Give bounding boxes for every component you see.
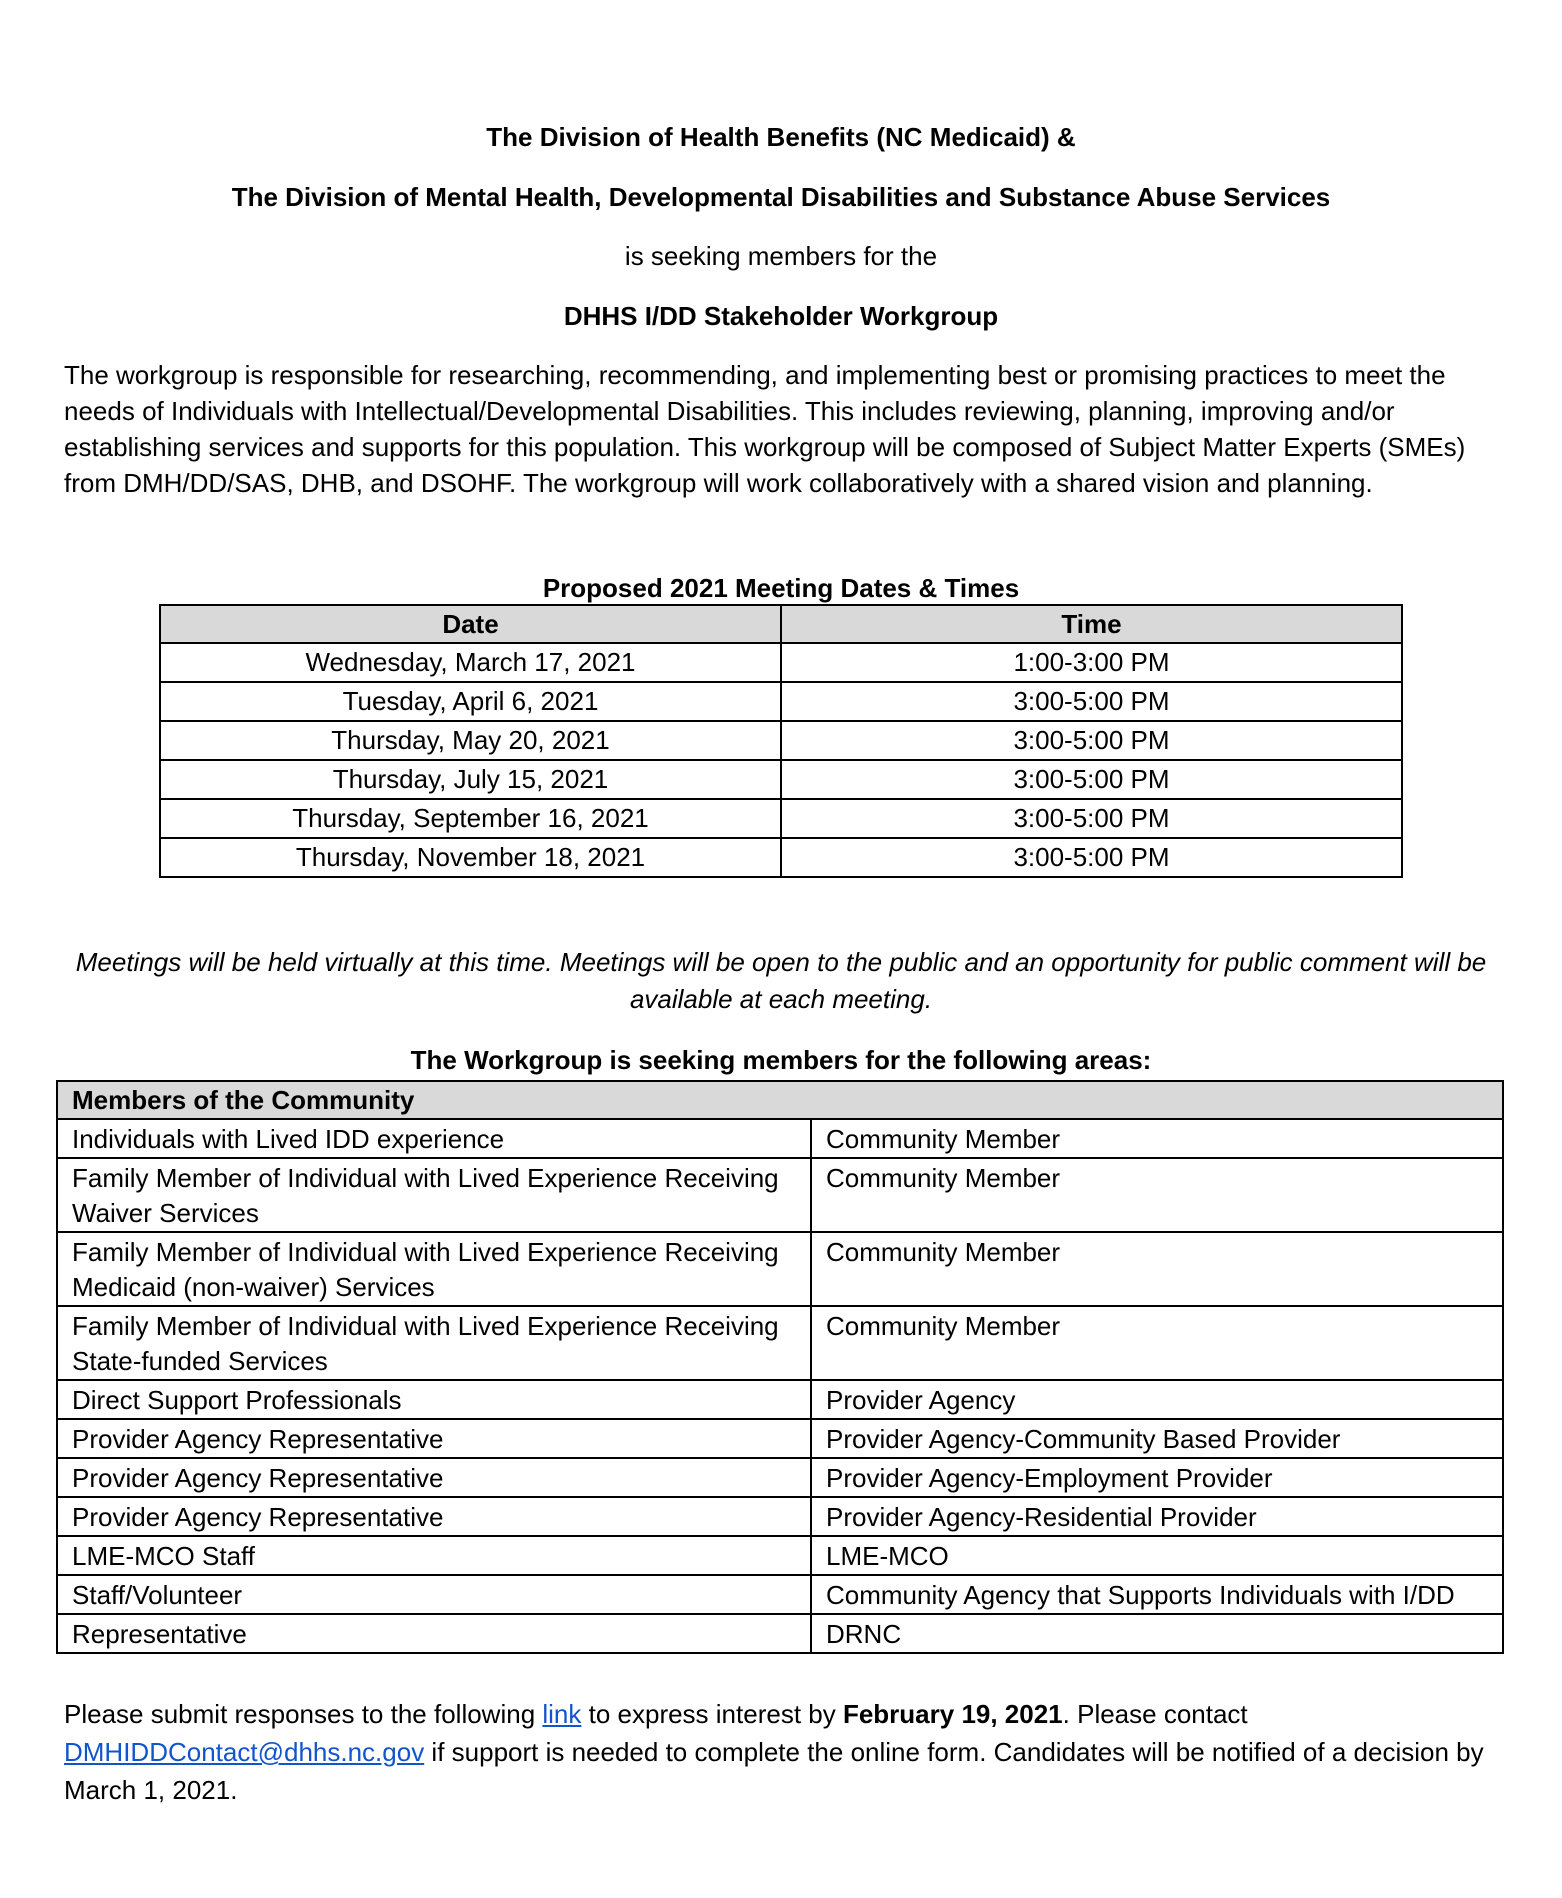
member-category: Community Member: [811, 1232, 1503, 1306]
member-category: Provider Agency-Residential Provider: [811, 1497, 1503, 1536]
member-role: Representative: [57, 1614, 811, 1653]
meetings-table: [159, 604, 1403, 878]
table-row: [57, 1306, 1503, 1380]
meeting-date: Thursday, November 18, 2021: [160, 838, 781, 877]
table-row: [160, 682, 1402, 721]
meeting-time: 3:00-5:00 PM: [781, 760, 1402, 799]
meetings-title: Proposed 2021 Meeting Dates & Times: [542, 573, 1020, 603]
header-line-3: is seeking members for the: [624, 241, 938, 271]
response-form-link[interactable]: link: [542, 1699, 582, 1729]
areas-title: The Workgroup is seeking members for the following areas:: [410, 1045, 1152, 1075]
footer-text-4: if support is needed to complete the online form. Candidates will be notified of a decision by March 1, 2021.: [64, 1737, 1484, 1805]
date-column-header: Date: [160, 605, 781, 643]
member-category: DRNC: [811, 1614, 1503, 1653]
meeting-time: 1:00-3:00 PM: [781, 643, 1402, 682]
virtual-meetings-note: Meetings will be held virtually at this time. Meetings will be open to the public and an opportunity for public comment will be available at each meeting.: [75, 947, 1487, 1014]
table-row: [57, 1497, 1503, 1536]
member-role: Provider Agency Representative: [57, 1458, 811, 1497]
meeting-date: Tuesday, April 6, 2021: [160, 682, 781, 721]
table-row: [57, 1614, 1503, 1653]
intro-paragraph: The workgroup is responsible for researching, recommending, and implementing best or promising practices to meet the needs of Individuals with Intellectual/Developmental Disabilities. This includes reviewing, planning, improving and/or establishing services and supports for this population. This workgroup will be composed of Subject Matter Experts (SMEs) from DMH/DD/SAS, DHB, and DSOHF. The workgroup will work collaboratively with a shared vision and planning.: [64, 360, 1466, 498]
footer-text-2: to express interest by: [581, 1699, 843, 1729]
member-category: Community Member: [811, 1306, 1503, 1380]
member-role: Family Member of Individual with Lived Experience Receiving Medicaid (non-waiver) Services: [57, 1232, 811, 1306]
areas-table: [56, 1080, 1504, 1654]
table-row: [57, 1380, 1503, 1419]
table-row: [160, 643, 1402, 682]
member-role: Family Member of Individual with Lived Experience Receiving Waiver Services: [57, 1158, 811, 1232]
member-role: Direct Support Professionals: [57, 1380, 811, 1419]
members-of-community-header: Members of the Community: [57, 1081, 1503, 1119]
footer-text-3: . Please contact: [1062, 1699, 1248, 1729]
member-category: Community Member: [811, 1158, 1503, 1232]
meeting-time: 3:00-5:00 PM: [781, 838, 1402, 877]
member-category: Provider Agency-Community Based Provider: [811, 1419, 1503, 1458]
table-row: [57, 1232, 1503, 1306]
submission-paragraph: [64, 1695, 1504, 1809]
deadline-date: February 19, 2021: [842, 1699, 1063, 1729]
meeting-time: 3:00-5:00 PM: [781, 799, 1402, 838]
member-category: Provider Agency-Employment Provider: [811, 1458, 1503, 1497]
meeting-date: Wednesday, March 17, 2021: [160, 643, 781, 682]
table-row: [57, 1536, 1503, 1575]
contact-email-link[interactable]: DMHIDDContact@dhhs.nc.gov: [64, 1737, 425, 1767]
table-row: [160, 799, 1402, 838]
meeting-date: Thursday, September 16, 2021: [160, 799, 781, 838]
meeting-time: 3:00-5:00 PM: [781, 682, 1402, 721]
member-role: Staff/Volunteer: [57, 1575, 811, 1614]
member-role: Provider Agency Representative: [57, 1497, 811, 1536]
member-role: Family Member of Individual with Lived Experience Receiving State-funded Services: [57, 1306, 811, 1380]
document-title: DHHS I/DD Stakeholder Workgroup: [563, 301, 999, 331]
member-category: LME-MCO: [811, 1536, 1503, 1575]
table-row: [160, 838, 1402, 877]
meeting-date: Thursday, May 20, 2021: [160, 721, 781, 760]
areas-header-row: [57, 1081, 1503, 1119]
member-category: Community Member: [811, 1119, 1503, 1158]
meeting-time: 3:00-5:00 PM: [781, 721, 1402, 760]
footer-text-1: Please submit responses to the following: [64, 1699, 543, 1729]
table-row: [160, 721, 1402, 760]
table-row: [57, 1458, 1503, 1497]
meeting-date: Thursday, July 15, 2021: [160, 760, 781, 799]
time-column-header: Time: [781, 605, 1402, 643]
member-category: Provider Agency: [811, 1380, 1503, 1419]
table-row: [57, 1419, 1503, 1458]
meetings-header-row: [160, 605, 1402, 643]
member-role: Provider Agency Representative: [57, 1419, 811, 1458]
member-role: LME-MCO Staff: [57, 1536, 811, 1575]
member-category: Community Agency that Supports Individuals with I/DD: [811, 1575, 1503, 1614]
table-row: [57, 1575, 1503, 1614]
table-row: [57, 1158, 1503, 1232]
table-row: [160, 760, 1402, 799]
table-row: [57, 1119, 1503, 1158]
header-line-1: The Division of Health Benefits (NC Medicaid) &: [486, 122, 1076, 152]
header-line-2: The Division of Mental Health, Developmental Disabilities and Substance Abuse Services: [231, 182, 1331, 212]
member-role: Individuals with Lived IDD experience: [57, 1119, 811, 1158]
